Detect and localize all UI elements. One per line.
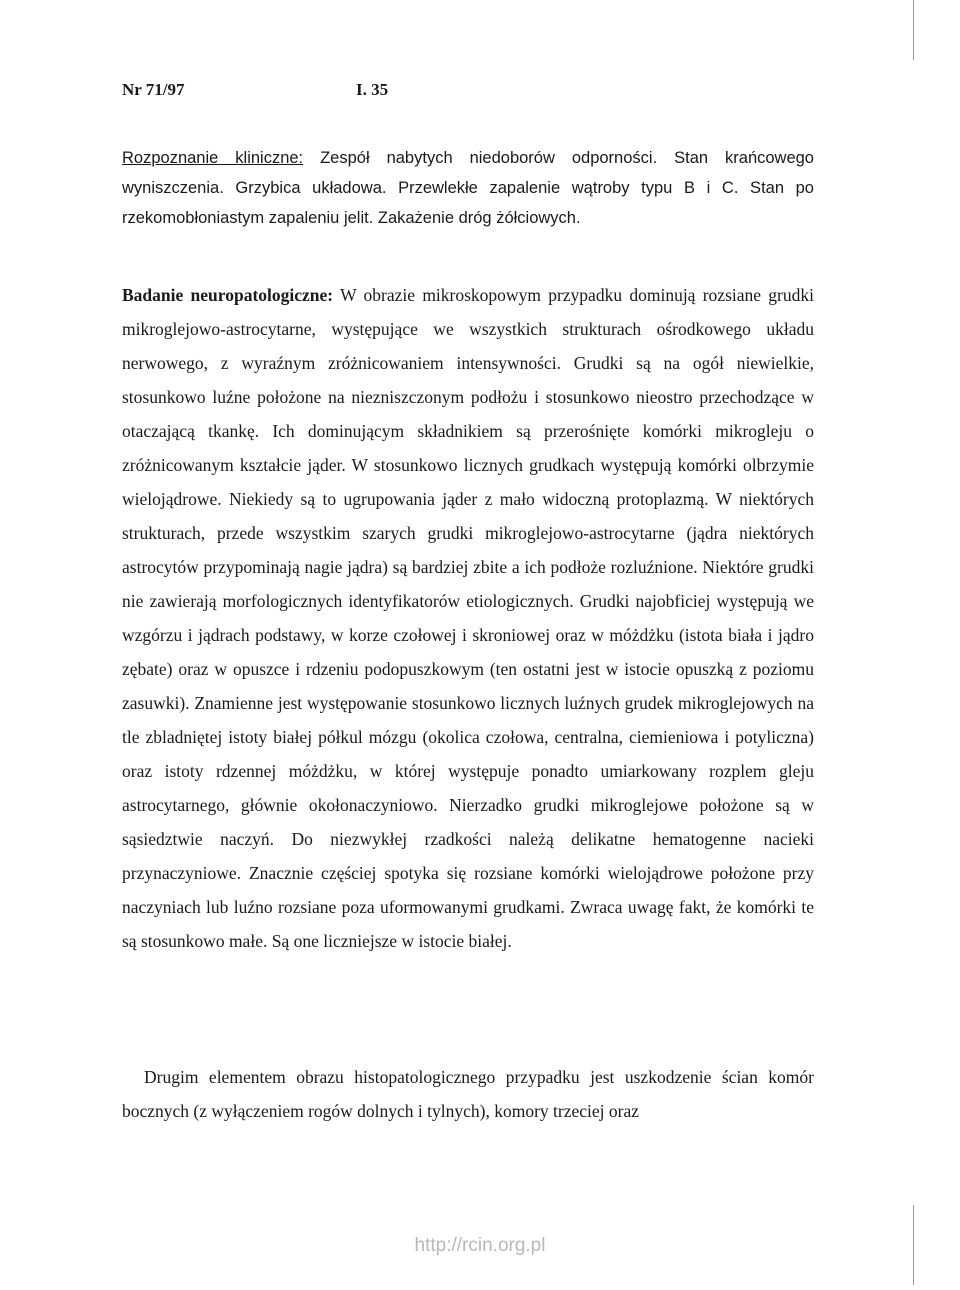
clinical-diagnosis-text: Zespół nabytych niedoborów odporności. Stan krańcowego wyniszczenia. Grzybica układowa. Przewlekłe zapalenie wątroby typu B i C. Stan po rzekomobłoniastym zapaleniu jelit. Zakażenie dróg żółciowych. [122, 149, 814, 227]
clinical-diagnosis-label: Rozpoznanie kliniczne: [122, 149, 304, 167]
neuropathology-paragraph [122, 278, 814, 958]
clinical-diagnosis-paragraph [122, 143, 814, 233]
page-number: I. 35 [356, 80, 389, 99]
histopathology-paragraph: Drugim elementem obrazu histopatologicznego przypadku jest uszkodzenie ścian komór bocznych (z wyłączeniem rogów dolnych i tylnych), komory trzeciej oraz [122, 1067, 814, 1121]
document-number: Nr 71/97 [122, 80, 185, 99]
neuropathology-text: W obrazie mikroskopowym przypadku dominują rozsiane grudki mikroglejowo-astrocytarne, występujące we wszystkich strukturach ośrodkowego układu nerwowego, z wyraźnym zróżnicowaniem intensywności. Grudki są na ogół niewielkie, stosunkowo luźne położone na niezniszczonym podłożu i stosunkowo nieostro przechodzące w otaczającą tkankę. Ich dominującym składnikiem są przerośnięte komórki mikrogleju o zróżnicowanym kształcie jąder. W stosunkowo licznych grudkach występują komórki olbrzymie wielojądrowe. Niekiedy są to ugrupowania jąder z mało widoczną protoplazmą. W niektórych strukturach, przede wszystkim szarych grudki mikroglejowo-astrocytarne (jądra niektórych astrocytów przypominają nagie jądra) są bardziej zbite a ich podłoże rozluźnione. Niektóre grudki nie zawierają morfologicznych identyfikatorów etiologicznych. Grudki najobficiej występują we wzgórzu i jądrach podstawy, w korze czołowej i skroniowej oraz w móżdżku (istota biała i jądro zębate) oraz w opuszce i rdzeniu podopuszkowym (ten ostatni jest w istocie opuszką z poziomu zasuwki). Znamienne jest występowanie stosunkowo licznych luźnych grudek mikroglejowych na tle zbladniętej istoty białej półkul mózgu (okolica czołowa, centralna, ciemieniowa i potyliczna) oraz istoty rdzennej móżdżku, w której występuje ponadto umiarkowany rozplem gleju astrocytarnego, głównie okołonaczyniowo. Nierzadko grudki mikroglejowe położone są w sąsiedztwie naczyń. Do niezwykłej rzadkości należą delikatne hematogenne nacieki przynaczyniowe. Znacznie częściej spotyka się rozsiane komórki wielojądrowe położone przy naczyniach lub luźno rozsiane poza uformowanymi grudkami. Zwraca uwagę fakt, że komórki te są stosunkowo małe. Są one liczniejsze w istocie białej. [122, 285, 814, 951]
watermark: http://rcin.org.pl [414, 1235, 546, 1256]
page-header [122, 80, 389, 100]
scan-edge-line [913, 0, 914, 60]
neuropathology-label: Badanie neuropatologiczne: [122, 285, 334, 305]
